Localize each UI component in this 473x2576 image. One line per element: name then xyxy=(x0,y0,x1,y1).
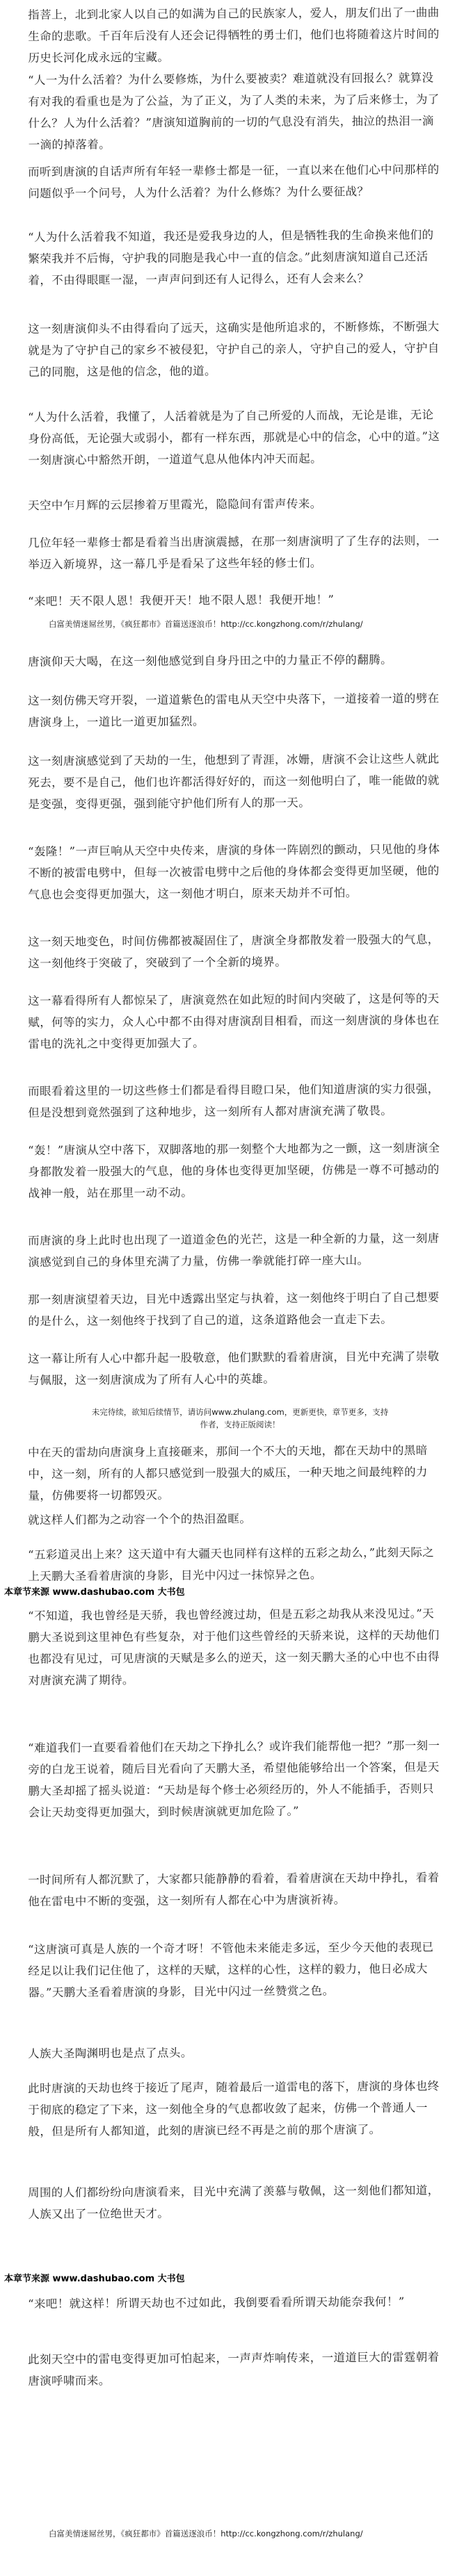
story-paragraph: 指菩上，北到北家人以自己的如满为自己的民族家人，爱人，朋友们出了一曲曲生命的悲歌。千百年后没有人还会记得牺牲的勇士们，他们也将随着这片时间的历史长河化成永远的宝藏。 xyxy=(28,6,440,65)
story-paragraph: “轰隆！”一声巨响从天空中央传来，唐演的身体一阵剧烈的颤动，只见他的身体不断的被雷电劈中，但每一次被雷电劈中之后他的身体都会变得更加坚硬，他的气息也会变得更加强大，这一刻他才明白，原来天劫并不可怕。 xyxy=(28,842,440,901)
story-paragraph: 这一幕看得所有人都惊呆了，唐演竟然在如此短的时间内突破了，这是何等的天赋，何等的实力，众人心中都不由得对唐演刮目相看，而这一刻唐演的身体也在雷电的洗礼之中变得更加强大了。 xyxy=(28,992,440,1051)
story-paragraph: 周围的人们都纷纷向唐演看来，目光中充满了羡慕与敬佩，这一刻他们都知道，人族又出了一位绝世天才。 xyxy=(28,2183,440,2221)
story-paragraph: 一时间所有人都沉默了，大家都只能静静的看着，看着唐演在天劫中挣扎，看着他在雷电中不断的变强，这一刻所有人都在心中为唐演祈祷。 xyxy=(28,1871,440,1908)
story-paragraph: 这一幕让所有人心中都升起一股敬意，他们默默的看着唐演，目光中充满了崇敬与佩服，这一刻唐演成为了所有人心中的英雄。 xyxy=(28,1349,440,1387)
story-paragraph: 中在天的雷劫向唐演身上直接砸来，那间一个不大的天地，都在天劫中的黑暗中，这一刻，所有的人都只感觉到一股强大的威压，一种天地之间最纯粹的力量，仿佛要将一切都毁灭。 xyxy=(28,1443,428,1502)
story-paragraph: 此时唐演的天劫也终于接近了尾声，随着最后一道雷电的落下，唐演的身体也终于彻底的稳定了下来，这一刻他全身的气息都收敛了起来，仿佛一个普通人一般，但是所有人都知道，此刻的唐演已经不再是之前的那个唐演了。 xyxy=(28,2079,440,2138)
source-watermark: 本章节来源 www.dashubao.com 大书包 xyxy=(4,1587,185,1598)
story-paragraph: 这一刻天地变色，时间仿佛都被凝固住了，唐演全身都散发着一股强大的气息，这一刻他终于突破了，突破到了一个全新的境界。 xyxy=(28,933,440,970)
story-paragraph: 而唐演的身上此时也出现了一道道金色的光芒，这是一种全新的力量，这一刻唐演感觉到自己的身体里充满了力量，仿佛一拳就能打碎一座大山。 xyxy=(28,1231,440,1269)
story-paragraph: 这一刻唐演仰头不由得看向了远天，这确实是他所追求的，不断修炼，不断强大就是为了守护自己的家乡不被侵犯，守护自己的亲人，守护自己的爱人，守护自己的同胞，这是他的信念，他的道。 xyxy=(28,320,440,379)
story-paragraph: 天空中乍月辉的云层掺着万里霞光，隐隐间有雷声传来。 xyxy=(28,497,322,512)
story-paragraph: “轰！”唐演从空中落下，双脚落地的那一刻整个大地都为之一颤，这一刻唐演全身都散发着一股强大的气息，他的身体也变得更加坚硬，仿佛是一尊不可撼动的战神一般，站在那里一动不动。 xyxy=(28,1141,440,1200)
story-paragraph: “人一为什么活着？为什么要修炼，为什么要被卖？难道就没有回报么？就算没有对我的看重也是为了公益，为了正义，为了人类的未来，为了后来修士，为了什么？人为什么活着？”唐演知道胸前的一切的气息没有消失，抽泣的热泪一滴一滴的掉落着。 xyxy=(28,71,440,151)
story-paragraph: “人为什么活着我不知道，我还是爱我身边的人，但是牺牲我的生命换来他们的繁荣我并不后悔，守护我的同胞是我心中一直的信念。”此刻唐演知道自己还活着，不由得眼眶一湿，一声声问到还有人记得么，还有人会来么？ xyxy=(28,228,434,287)
story-paragraph: 唐演仰天大喝，在这一刻他感觉到自身丹田之中的力量正不停的翻腾。 xyxy=(28,653,393,668)
story-paragraph: “五彩道灵出上来？这天道中有大疆天也同样有这样的五彩之劫么，”此刻天际之上天鹏大圣看着唐演的身影，目光中闪过一抹惊异之色。 xyxy=(28,1545,435,1583)
ad-banner-link[interactable]: 白富美情迷屌丝男，《疯狂都市》首篇送逐浪币！http://cc.kongzhong.com/r/zhulang/ xyxy=(49,2529,363,2538)
source-watermark: 本章节来源 www.dashubao.com 大书包 xyxy=(4,2274,185,2284)
story-paragraph: 那一刻唐演望着天边，目光中透露出坚定与执着，这一刻他终于明白了自己想要的是什么，这一刻他终于找到了自己的道，这条道路他会一直走下去。 xyxy=(28,1290,440,1328)
chapter-notice: 未完待续，欲知后续情节，请访问www.zhulang.com，更新更快，章节更多，支持作者，支持正版阅读！ xyxy=(91,1407,389,1429)
story-paragraph: “难道我们一直要看着他们在天劫之下挣扎么？或许我们能帮他一把？”那一刻一旁的白龙王说着，随后目光看向了天鹏大圣，希望他能够给出一个答案，但是天鹏大圣却摇了摇头说道：“天劫是每个修士必须经历的，外人不能插手，否则只会让天劫变得更加强大，到时候唐演就更加危险了。” xyxy=(28,1739,440,1819)
story-paragraph: 而听到唐演的自话声所有年轻一辈修士都是一征，一直以来在他们心中问那样的问题似乎一个问号，人为什么活着？为什么修炼？为什么要征战？ xyxy=(28,163,440,200)
story-paragraph: 此刻天空中的雷电变得更加可怕起来，一声声炸响传来，一道道巨大的雷霆朝着唐演呼啸而来。 xyxy=(28,2350,440,2388)
story-paragraph: 人族大圣陶渊明也是点了点头。 xyxy=(28,2046,193,2060)
story-paragraph: “来吧！就这样！所谓天劫也不过如此，我倒要看看所谓天劫能奈我何！” xyxy=(28,2295,405,2311)
story-paragraph: 而眼看着这里的一切这些修士们都是看得目瞪口呆，他们知道唐演的实力很强，但是没想到竟然强到了这种地步，这一刻所有人都对唐演充满了敬畏。 xyxy=(28,1082,440,1119)
story-paragraph: “不知道，我也曾经是天骄，我也曾经渡过劫，但是五彩之劫我从来没见过。”天鹏大圣说到这里神色有些复杂，对于他们这些曾经的天骄来说，这样的天劫他们也都没有见过，可见唐演的天赋是多么的逆天，这一刻天鹏大圣的心中也不由得对唐演充满了期待。 xyxy=(28,1607,440,1687)
story-paragraph: 就这样人们都为之动容一个个的热泪盈眶。 xyxy=(28,1512,252,1527)
story-paragraph: 这一刻唐演感觉到了天劫的一生，他想到了青涯，冰姗，唐演不会让这些人就此死去，要不是自己，他们也许都活得好好的，而这一刻他明白了，唯一能做的就是变强，变得更强，强到能守护他们所有人的那一天。 xyxy=(28,752,440,811)
story-paragraph: “人为什么活着，我懂了，人活着就是为了自己所爱的人而战，无论是谁，无论身份高低，无论强大或弱小，都有一样东西，那就是心中的信念，心中的道。”这一刻唐演心中豁然开朗，一道道气息从他体内冲天而起。 xyxy=(28,408,440,467)
story-paragraph: “来吧！天不限人恩！我便开天！地不限人恩！我便开地！” xyxy=(28,593,335,608)
story-paragraph: 这一刻仿佛天穹开裂，一道道紫色的雷电从天空中央落下，一道接着一道的劈在唐演身上，一道比一道更加猛烈。 xyxy=(28,691,440,729)
ad-banner-link[interactable]: 白富美情迷屌丝男，《疯狂都市》首篇送逐浪币！http://cc.kongzhong.com/r/zhulang/ xyxy=(49,619,363,629)
story-paragraph: 几位年轻一辈修士都是看着当出唐演震撼，在那一刻唐演明了了生存的法则，一举迈入新境界，这一幕几乎是看呆了这些年轻的修士们。 xyxy=(28,534,440,571)
story-paragraph: “这唐演可真是人族的一个奇才呀！不管他未来能走多远，至少今天他的表现已经足以让我们记住他了，这样的天赋，这样的心性，这样的毅力，他日必成大器。”天鹏大圣看着唐演的身影，目光中闪过一丝赞赏之色。 xyxy=(28,1940,434,1999)
